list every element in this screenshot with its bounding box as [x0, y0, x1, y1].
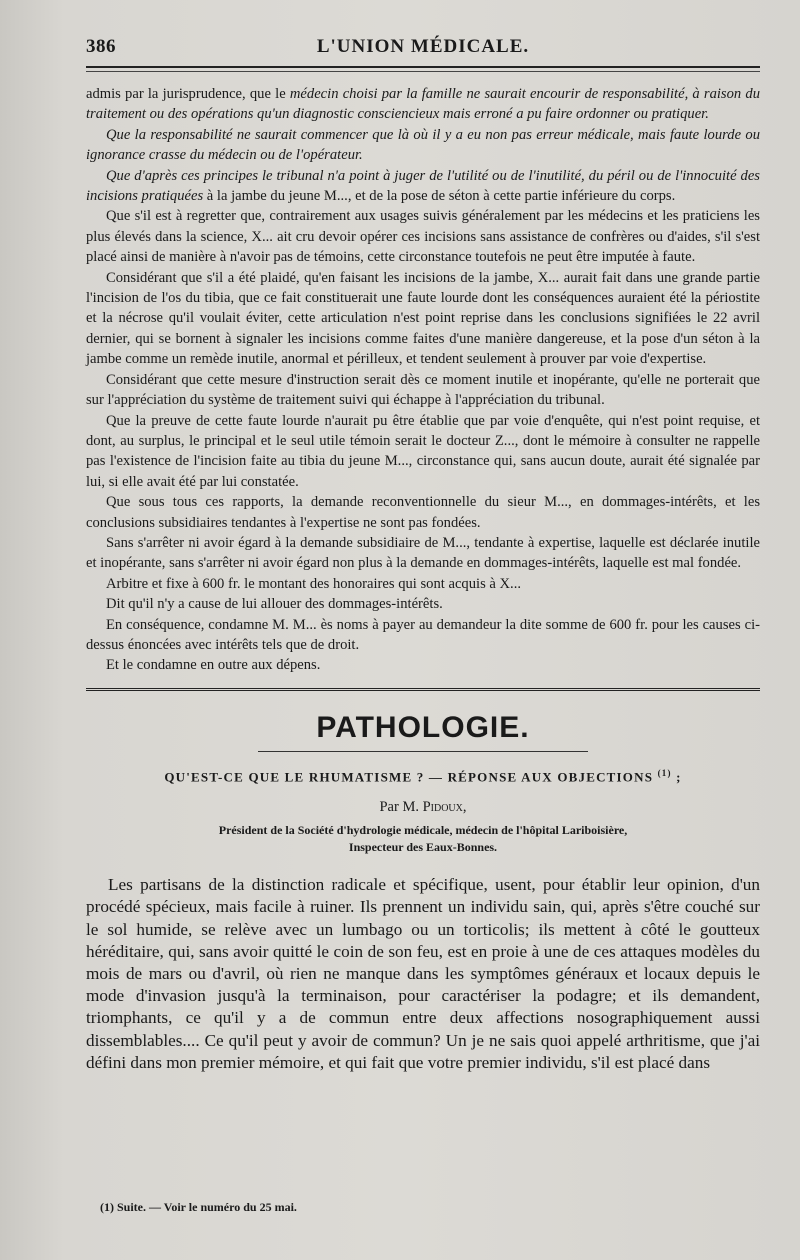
paragraph: admis par la jurisprudence, que le médecin choisi par la famille ne saurait encourir de responsabilité, à raison du traitement ou des opérations qu'un diagnostic consciencieux mais erroné a pu faire ordonner ou pratiquer.: [86, 86, 760, 123]
page-header: [86, 34, 760, 64]
footnote-marker: (1): [657, 767, 672, 778]
paragraph: Que la preuve de cette faute lourde n'aurait pu être établie que par voie d'enquête, qui n'est point requise, et dont, au surplus, le principal et le seul utile témoin serait le docteur Z..., dont le mémoire à consulter ne rappelle pas l'existence de l'incision faite au tibia du jeune M..., circonstance qui, sans aucun doute, aurait été signalée par lui, si elle avait été par lui constatée.: [86, 412, 760, 490]
footnote: (1) Suite. — Voir le numéro du 25 mai.: [100, 1200, 297, 1214]
section-divider: [86, 688, 760, 691]
header-rule-thin: [86, 71, 760, 72]
paragraph: Que sous tous ces rapports, la demande reconventionnelle du sieur M..., en dommages-intérêts, et les conclusions subsidiaires tendantes à l'expertise ne sont pas fondées.: [86, 494, 760, 531]
paragraph: En conséquence, condamne M. M... ès noms à payer au demandeur la dite somme de 600 fr. pour les causes ci-dessus énoncées avec intérêts tels que de droit.: [86, 616, 760, 653]
author-affiliation: Président de la Société d'hydrologie médicale, médecin de l'hôpital Lariboisière, Inspecteur des Eaux-Bonnes.: [218, 823, 628, 855]
paragraph: Arbitre et fixe à 600 fr. le montant des honoraires qui sont acquis à X...: [106, 575, 522, 592]
section-title-underline: [258, 751, 588, 752]
paragraph: Considérant que s'il a été plaidé, qu'en faisant les incisions de la jambe, X... aurait fait dans une grande partie l'incision de l'os du tibia, que ce fait constituerait une faute lourde dont les conséquences auraient été la périostite et la nécrose qu'il voulait éviter, cette articulation n'est point reprise dans les conclusions signifiées le 22 avril dernier, qui se bornent à signaler les incisions comme faites d'une manière dangereuse, et la pose d'un séton à la jambe comme un remède inutile, anormal et périlleux, et tendent seulement à prouver par voie d'expertise.: [86, 269, 760, 368]
paragraph: Considérant que cette mesure d'instruction serait dès ce moment inutile et inopérante, qu'elle ne porterait que sur l'appréciation du système de traitement suivi qui échappe à l'appréciation du tribunal.: [86, 371, 760, 409]
judgment-text: [86, 84, 760, 676]
paragraph: Que d'après ces principes le tribunal n'a point à juger de l'utilité ou de l'inutilité, du péril ou de l'innocuité des incisions pratiquées à la jambe du jeune M..., et de la pose de séton à cette partie inférieure du corps.: [86, 167, 760, 205]
article-title: QU'EST-CE QUE LE RHUMATISME ? — RÉPONSE AUX OBJECTIONS $^{(1)}$ ;: [164, 767, 682, 785]
running-title: L'UNION MÉDICALE.: [316, 36, 530, 57]
paragraph: Que s'il est à regretter que, contrairement aux usages suivis généralement par les médecins et les praticiens les plus élevés dans la science, X... ait cru devoir opérer ces incisions sans assistance de confrères ou d'aides, s'il s'est placé ainsi de manière à n'avoir pas de témoins, cette circonstance toutefois ne peut être imputée à faute.: [86, 208, 760, 266]
header-rule: [86, 66, 760, 68]
paragraph: Dit qu'il n'y a cause de lui allouer des dommages-intérêts.: [106, 596, 443, 613]
article-author: Par M. Pidoux,: [379, 799, 467, 816]
paragraph: Les partisans de la distinction radicale et spécifique, usent, pour établir leur opinion, d'un procédé spécieux, mais facile à ruiner. Ils prennent un individu sain, qui, après s'être couché sur le sol humide, se relève avec un lumbago ou un torticolis; ils mettent à côté le goutteux héréditaire, qui, sans avoir quitté le coin de son feu, est en proie à une de ces attaques modèles du mois de mars ou d'avril, où rien ne manque dans les symptômes généraux et locaux depuis le mode d'invasion jusqu'à la terminaison, pour caractériser la podagre; et ils demandent, triomphants, ce qu'il y a de commun entre deux affections nosographiquement aussi dissemblables.... Ce qu'il peut y avoir de commun? Un je ne sais quoi appelé arthritisme, que j'ai défini dans mon premier mémoire, et qui fait que votre premier individu, s'il est placé dans: [86, 875, 760, 1072]
article-body: [86, 874, 760, 1074]
page-number: 386: [86, 36, 116, 57]
section-title: PATHOLOGIE.: [316, 710, 530, 744]
paragraph: Sans s'arrêter ni avoir égard à la demande subsidiaire de M..., tendante à expertise, laquelle est déclarée inutile et inopérante, sans s'arrêter ni avoir égard non plus à la demande en dommages-intérêts, laquelle est mal fondée.: [86, 534, 760, 572]
paragraph: Et le condamne en outre aux dépens.: [106, 657, 321, 674]
paragraph: Que la responsabilité ne saurait commencer que là où il y a eu non pas erreur médicale, mais faute lourde ou ignorance crasse du médecin ou de l'opérateur.: [86, 126, 760, 164]
